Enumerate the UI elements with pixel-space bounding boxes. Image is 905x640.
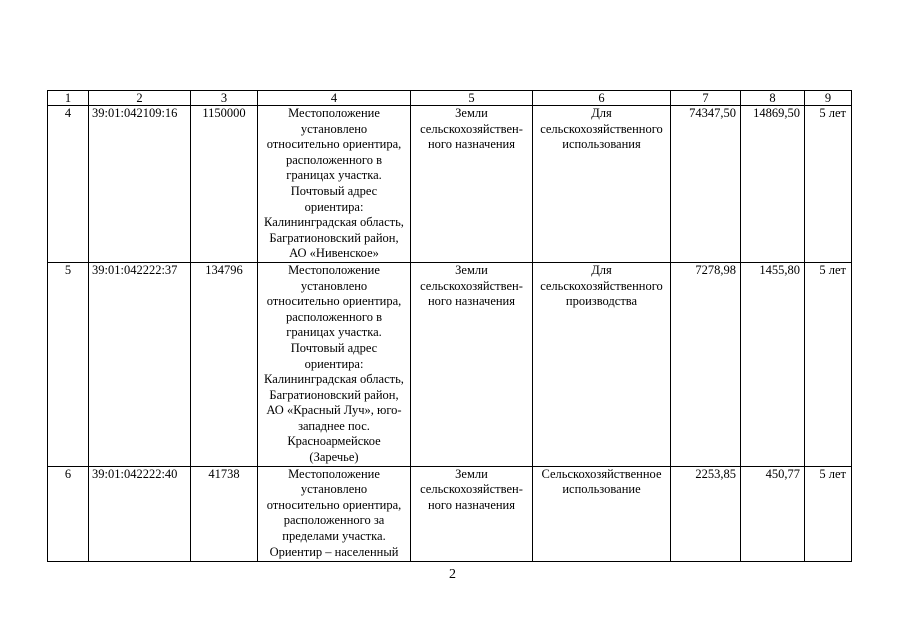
location-cell-line: (Заречье) (309, 450, 359, 465)
location-cell-line: Местоположение (288, 262, 380, 277)
row-number-cell: 4 (48, 106, 89, 263)
location-cell-line: Почтовый адрес (290, 340, 378, 355)
location-cell-line: Почтовый адрес (290, 183, 378, 198)
location-cell-line: пределами участка. (282, 529, 386, 544)
permitted-use-cell-line: сельскохозяйственного (540, 121, 663, 136)
value-col8-cell: 450,77 (741, 466, 805, 561)
permitted-use-cell-line: использование (562, 482, 641, 497)
permitted-use-cell-line: сельскохозяйственного (540, 278, 663, 293)
page-number: 2 (449, 567, 456, 582)
location-cell-line: расположенного за (283, 513, 385, 528)
location-cell-line: расположенного в (285, 152, 383, 167)
header-cell-9: 9 (805, 91, 852, 106)
table-row (48, 106, 852, 263)
permitted-use-cell-line: использования (562, 137, 641, 152)
location-cell-line: Калининградская область, (264, 215, 404, 230)
permitted-use-cell-line: Для (591, 262, 612, 277)
location-cell-line: границах участка. (286, 325, 382, 340)
period-cell: 5 лет (805, 262, 852, 466)
location-cell-line: ориентира: (304, 199, 364, 214)
land-category-cell (411, 466, 533, 561)
location-cell (258, 466, 411, 561)
header-cell-8: 8 (741, 91, 805, 106)
area-cell: 134796 (191, 262, 258, 466)
location-cell-line: Красноармейское (287, 434, 381, 449)
permitted-use-cell-line: Сельскохозяйственное (541, 466, 662, 481)
land-category-cell-line: ного назначения (427, 137, 515, 152)
table-header (48, 91, 852, 106)
period-cell: 5 лет (805, 106, 852, 263)
row-number-cell: 5 (48, 262, 89, 466)
permitted-use-cell (533, 106, 671, 263)
location-cell-line: Ориентир – населенный (269, 544, 399, 559)
permitted-use-cell-line: Для (591, 106, 612, 120)
location-cell-line: Калининградская область, (264, 372, 404, 387)
location-cell-line: Багратионовский район, (269, 387, 399, 402)
location-cell-line: расположенного в (285, 309, 383, 324)
land-category-cell-line: Земли (455, 262, 488, 277)
value-col8-cell: 1455,80 (741, 262, 805, 466)
header-cell-1: 1 (48, 91, 89, 106)
location-cell-line: относительно ориентира, (266, 497, 402, 512)
header-cell-5: 5 (411, 91, 533, 106)
location-cell-line: границах участка. (286, 168, 382, 183)
value-col8-cell: 14869,50 (741, 106, 805, 263)
land-category-cell-line: Земли (455, 106, 488, 120)
permitted-use-cell (533, 262, 671, 466)
header-cell-7: 7 (671, 91, 741, 106)
land-plots-table (47, 90, 852, 562)
header-cell-4: 4 (258, 91, 411, 106)
permitted-use-cell (533, 466, 671, 561)
location-cell-line: западнее пос. (298, 418, 370, 433)
cadastral-number-cell: 39:01:042222:37 (89, 262, 191, 466)
land-category-cell-line: сельскохозяйствен- (420, 121, 523, 136)
land-category-cell-line: сельскохозяйствен- (420, 278, 523, 293)
cadastral-number-cell: 39:01:042109:16 (89, 106, 191, 263)
value-col7-cell: 7278,98 (671, 262, 741, 466)
land-category-cell-line: Земли (455, 466, 488, 481)
location-cell-line: установлено (300, 278, 368, 293)
table-body (48, 106, 852, 562)
location-cell-line: установлено (300, 482, 368, 497)
header-row (48, 91, 852, 106)
header-cell-6: 6 (533, 91, 671, 106)
period-cell: 5 лет (805, 466, 852, 561)
location-cell-line: Местоположение (288, 106, 380, 120)
land-category-cell (411, 262, 533, 466)
table-row (48, 466, 852, 561)
header-cell-3: 3 (191, 91, 258, 106)
location-cell-line: АО «Нивенское» (289, 246, 379, 261)
area-cell: 1150000 (191, 106, 258, 263)
header-cell-2: 2 (89, 91, 191, 106)
location-cell-line: АО «Красный Луч», юго- (266, 403, 402, 418)
cadastral-number-cell: 39:01:042222:40 (89, 466, 191, 561)
location-cell (258, 262, 411, 466)
row-number-cell: 6 (48, 466, 89, 561)
location-cell-line: относительно ориентира, (266, 137, 402, 152)
location-cell-line: Местоположение (288, 466, 380, 481)
value-col7-cell: 2253,85 (671, 466, 741, 561)
value-col7-cell: 74347,50 (671, 106, 741, 263)
location-cell-line: ориентира: (304, 356, 364, 371)
land-category-cell-line: сельскохозяйствен- (420, 482, 523, 497)
land-category-cell (411, 106, 533, 263)
location-cell-line: Багратионовский район, (269, 230, 399, 245)
land-category-cell-line: ного назначения (427, 497, 515, 512)
permitted-use-cell-line: производства (565, 294, 638, 309)
location-cell-line: относительно ориентира, (266, 294, 402, 309)
location-cell (258, 106, 411, 263)
location-cell-line: установлено (300, 121, 368, 136)
land-category-cell-line: ного назначения (427, 294, 515, 309)
table-row (48, 262, 852, 466)
area-cell: 41738 (191, 466, 258, 561)
